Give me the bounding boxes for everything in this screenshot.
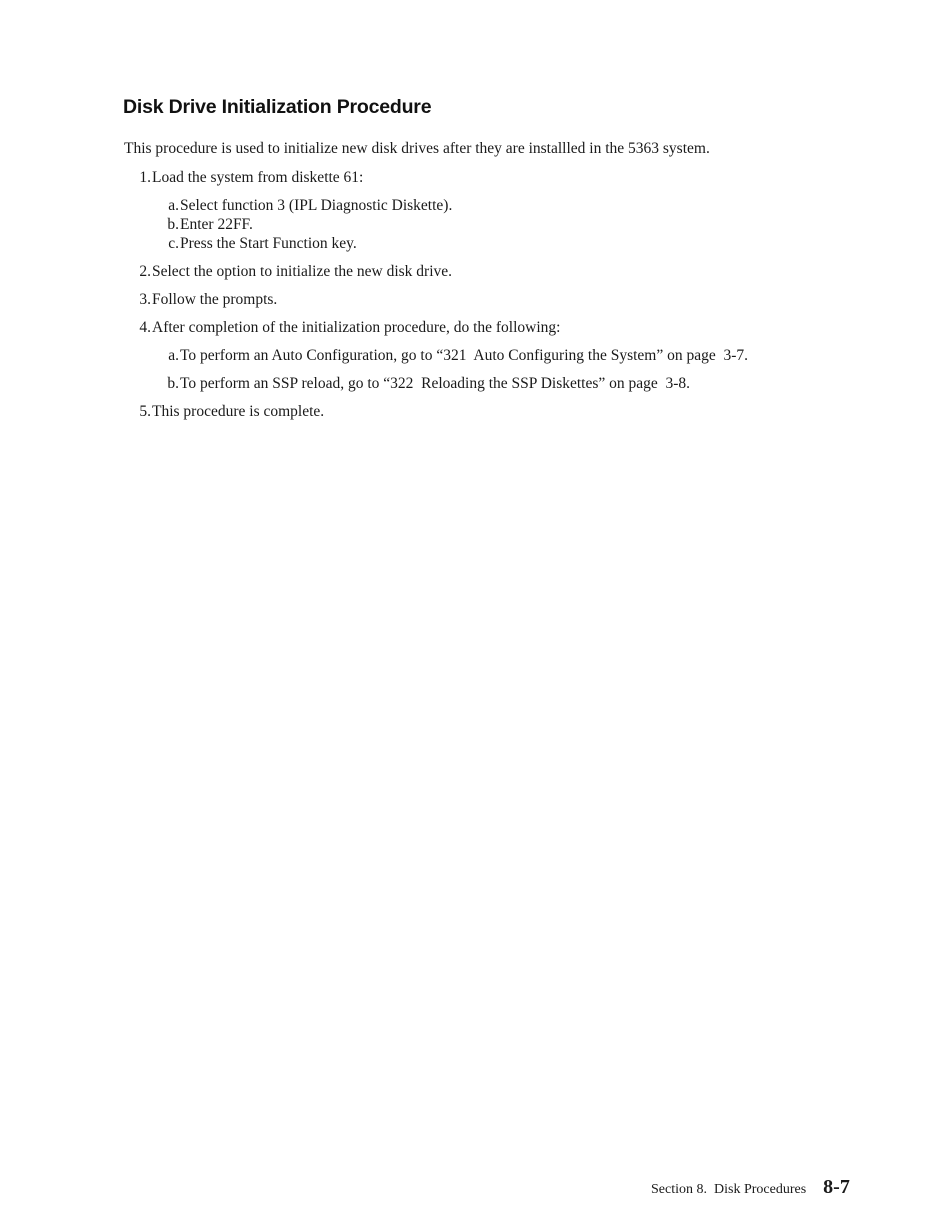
substep-letter: b. [167, 216, 179, 233]
page-footer [651, 1176, 850, 1199]
substep-text: To perform an SSP reload, go to “322 Reloading the SSP Diskettes” on page 3-8. [180, 375, 691, 392]
substep-text: Press the Start Function key. [180, 235, 357, 252]
step-text: Follow the prompts. [152, 291, 278, 308]
step-text: This procedure is complete. [152, 403, 325, 420]
step-number: 4. [139, 319, 151, 336]
procedure-steps [124, 168, 884, 421]
substep-letter: b. [167, 375, 179, 392]
substep-text: Enter 22FF. [180, 216, 253, 233]
intro-paragraph: This procedure is used to initialize new disk drives after they are installled in the 5363 system. [124, 140, 710, 157]
step-number: 1. [139, 169, 151, 186]
substep-letter: a. [168, 197, 179, 214]
step-text: Load the system from diskette 61: [152, 169, 364, 186]
substep-letter: a. [168, 347, 179, 364]
step-number: 3. [139, 291, 151, 308]
page-title: Disk Drive Initialization Procedure [123, 96, 432, 118]
substep-text: To perform an Auto Configuration, go to “321 Auto Configuring the System” on page 3-7. [180, 347, 749, 364]
step-text: After completion of the initialization procedure, do the following: [152, 319, 561, 336]
step-number: 2. [139, 263, 151, 280]
substep-1b [124, 215, 884, 234]
page-number: 8-7 [823, 1176, 850, 1198]
step-number: 5. [139, 403, 151, 420]
step-2 [124, 262, 884, 281]
substep-letter: c. [168, 235, 179, 252]
substep-4b [124, 374, 884, 393]
substep-text: Select function 3 (IPL Diagnostic Diskette). [180, 197, 453, 214]
substep-4a [124, 346, 884, 365]
step-text: Select the option to initialize the new disk drive. [152, 263, 453, 280]
step-1 [124, 168, 884, 187]
substep-1a [124, 196, 884, 215]
footer-section-label: Section 8. Disk Procedures [651, 1182, 807, 1197]
step-4 [124, 318, 884, 337]
step-3 [124, 290, 884, 309]
step-5 [124, 402, 884, 421]
substep-1c [124, 234, 884, 253]
